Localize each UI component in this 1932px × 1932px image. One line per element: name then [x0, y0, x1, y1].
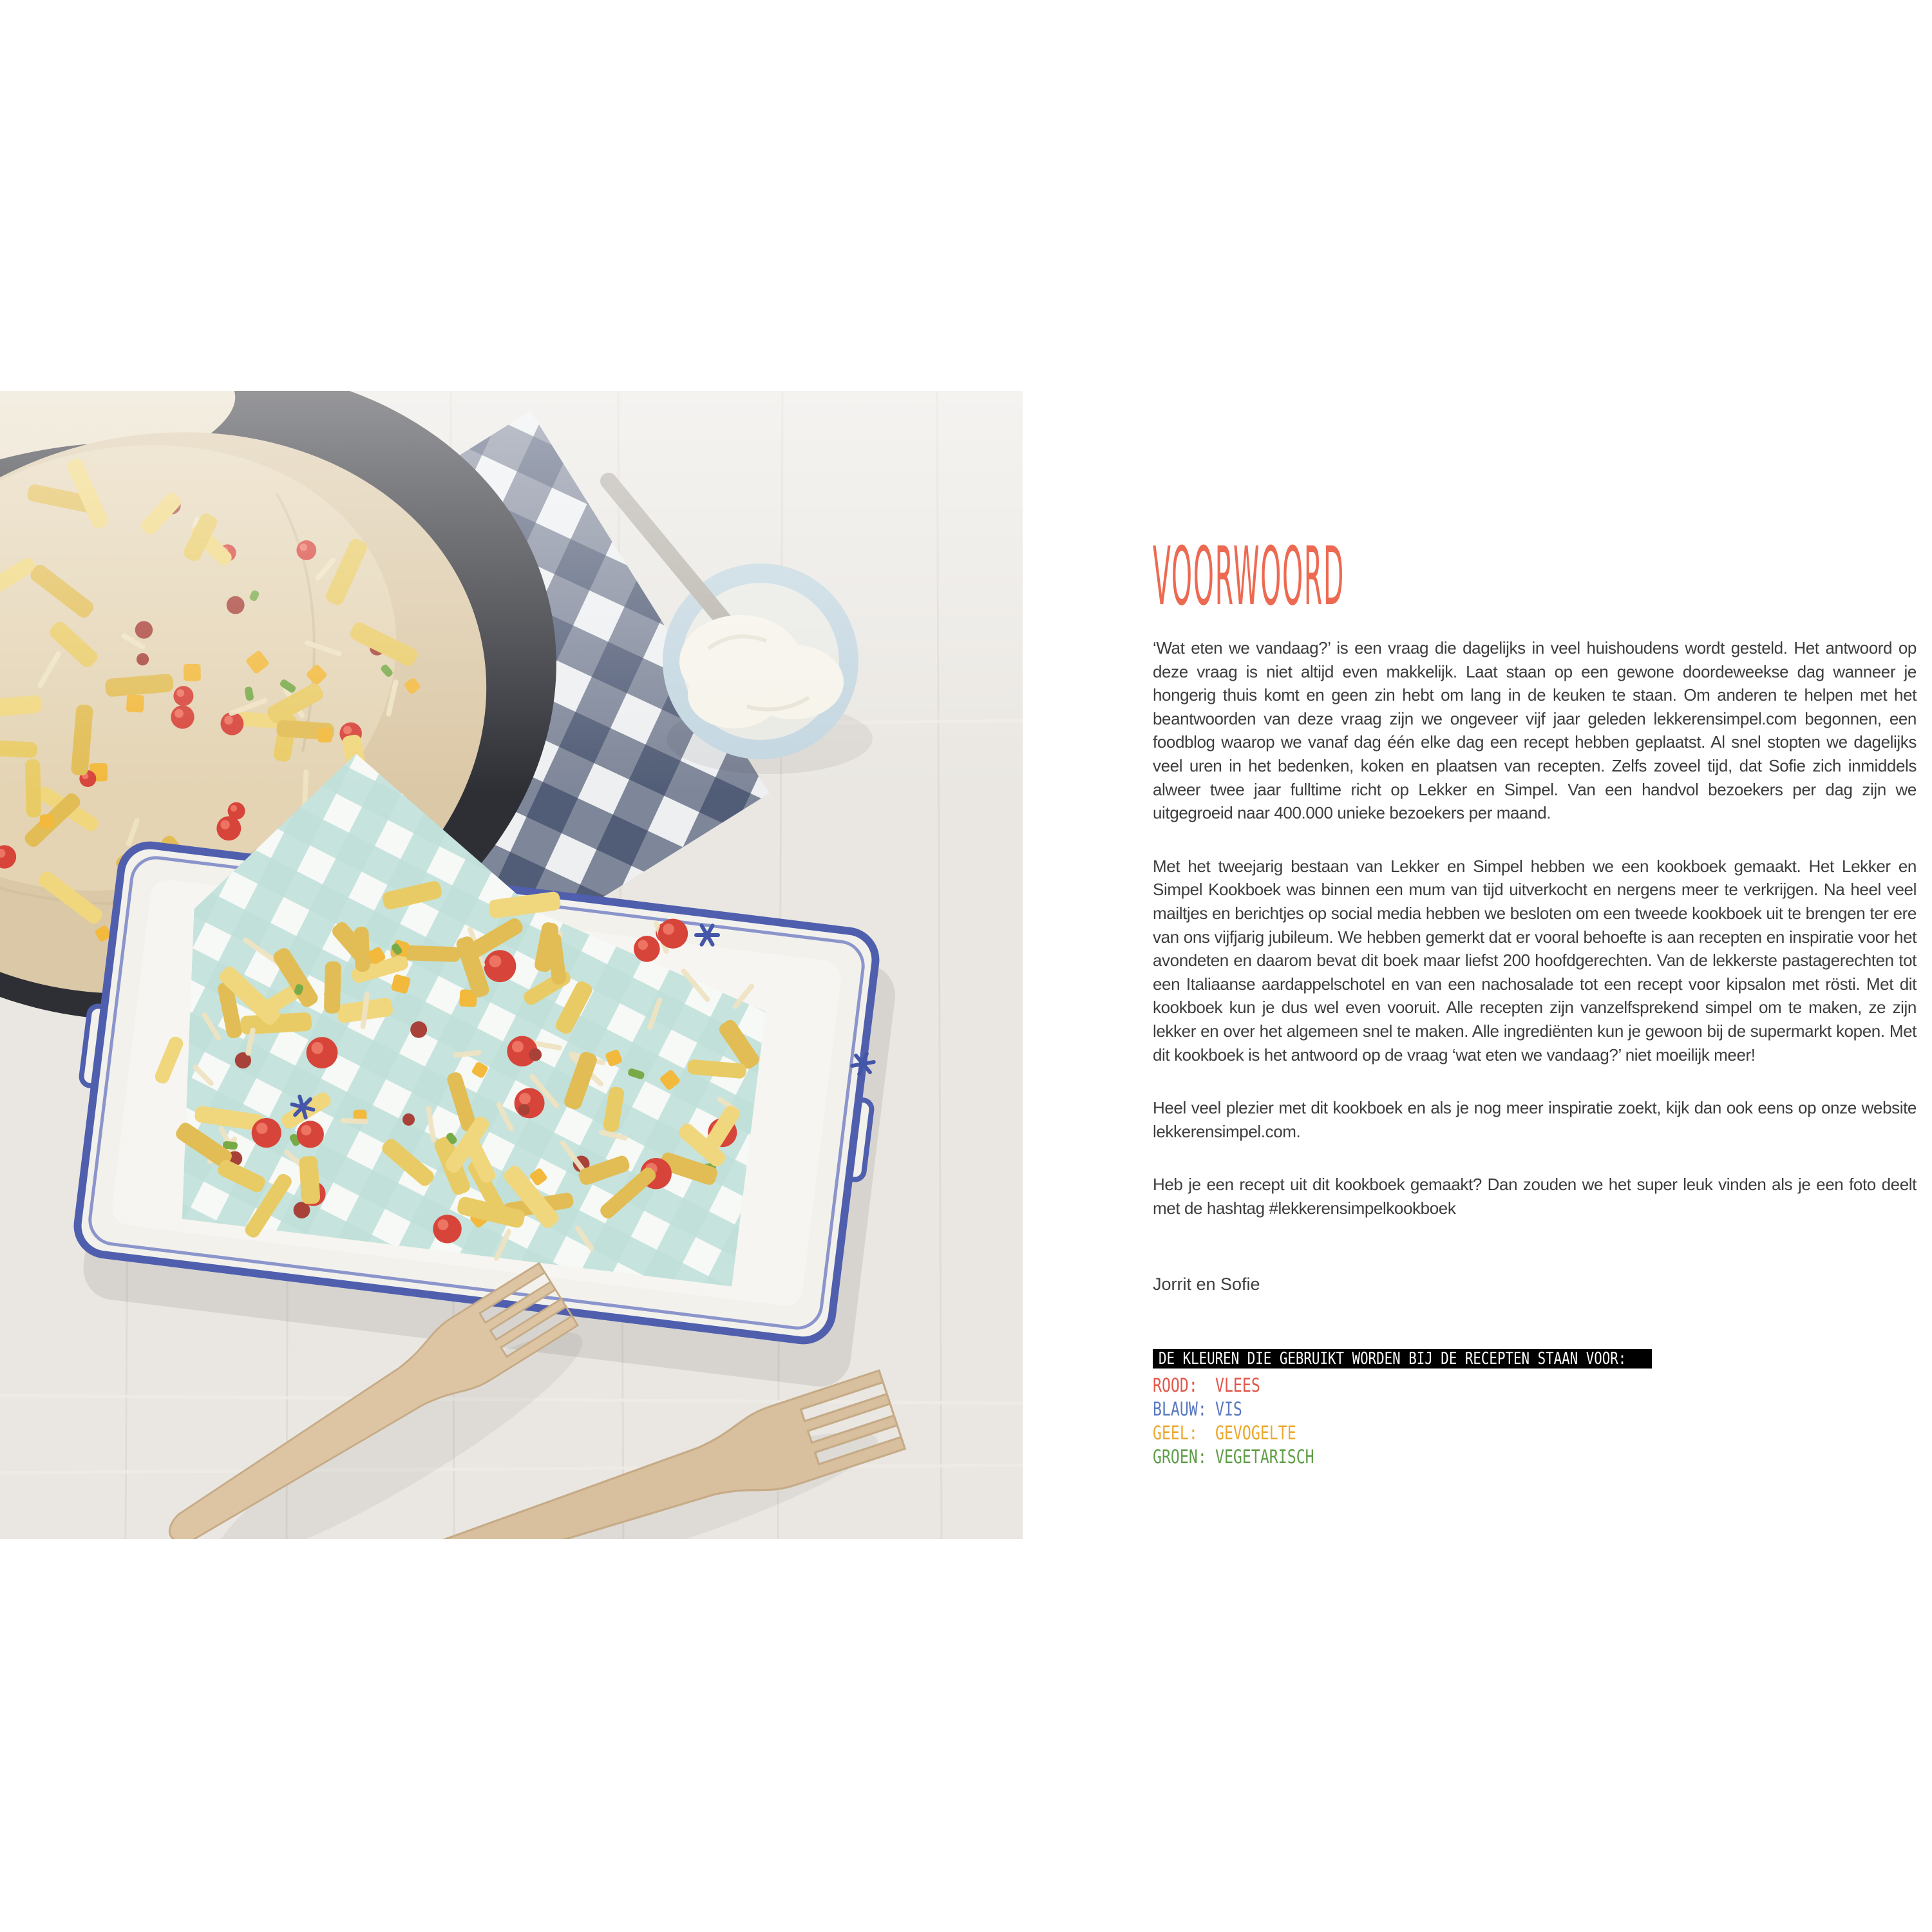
page-title	[1153, 529, 1917, 623]
legend-value: VIS	[1215, 1398, 1242, 1420]
legend-row-groen	[1153, 1445, 1917, 1469]
legend-row-blauw	[1153, 1397, 1917, 1421]
legend-header-bar	[1153, 1349, 1652, 1368]
legend-header-text: DE KLEUREN DIE GEBRUIKT WORDEN BIJ DE RECEPTEN STAAN VOOR:	[1159, 1349, 1627, 1368]
paragraph: Heb je een recept uit dit kookboek gemaakt? Dan zouden we het super leuk vinden als je een foto deelt met de hashtag #lekkerensimpelkookboek	[1153, 1175, 1917, 1218]
paragraph: Heel veel plezier met dit kookboek en als je nog meer inspiratie zoekt, kijk dan ook eens op onze website lekkerensimpel.com.	[1153, 1098, 1917, 1141]
legend-row-geel	[1153, 1421, 1917, 1445]
legend-value: VLEES	[1215, 1374, 1260, 1396]
page-title-text: VOORWOORD	[1153, 529, 1345, 623]
legend-label: BLAUW:	[1153, 1398, 1207, 1420]
color-legend	[1153, 1349, 1917, 1469]
legend-value: VEGETARISCH	[1215, 1446, 1314, 1468]
legend-label: GROEN:	[1153, 1446, 1207, 1468]
foreword-paragraphs	[1153, 636, 1917, 1220]
paragraph: ‘Wat eten we vandaag?’ is een vraag die dagelijks in veel huishoudens wordt gesteld. Het antwoord op deze vraag is niet altijd even makkelijk. Laat staan op een gewone doordeweekse dag wanneer je hongerig thuis komt en geen zin hebt om lang in de keuken te staan. Om anderen te helpen met het beantwoorden van deze vraag zijn we ongeveer vijf jaar geleden lekkerensimpel.com begonnen, een foodblog waarop we vanaf dag één elke dag een recept hebben geplaatst. Al snel stopten we dagelijks veel uren in het bedenken, koken en plaatsen van recepten. Zelfs zoveel tijd, dat Sofie zich inmiddels alweer twee jaar fulltime richt op Lekker en Simpel. Van een handvol bezoekers per dag zijn we uitgegroeid naar 400.000 unieke bezoekers per maand.	[1153, 638, 1917, 823]
cookbook-photo-loaded-fries	[0, 391, 1023, 1539]
legend-value: GEVOGELTE	[1215, 1422, 1296, 1444]
legend-label: GEEL:	[1153, 1422, 1198, 1444]
author-signature: Jorrit en Sofie	[1153, 1274, 1260, 1294]
paragraph: Met het tweejarig bestaan van Lekker en Simpel hebben we een kookboek gemaakt. Het Lekker en Simpel Kookboek was binnen een mum van tijd uitverkocht en nergens meer te verkrijgen. Na heel veel mailtjes en berichtjes op social media hebben we besloten om een tweede kookboek uit te brengen ter ere van ons vijfjarig jubileum. We hebben gemerkt dat er vooral behoefte is aan recepten en inspiratie voor het avondeten en daarom bevat dit boek maar liefst 200 hoofdgerechten. Van de lekkerste pastagerechten tot een Italiaanse aardappelschotel en van een nachosalade tot een recept voor kipsalon met rösti. Met dit kookboek kun je dus wel even vooruit. Alle recepten zijn vanzelfsprekend simpel om te maken, ze zijn lekker en over het algemeen snel te maken. Alle ingrediënten kun je gewoon bij de supermarkt kopen. Met dit kookboek is het antwoord op de vraag ‘wat eten we vandaag?’ niet moeilijk meer!	[1153, 856, 1917, 1065]
foreword-column	[1153, 529, 1917, 1468]
legend-label: ROOD:	[1153, 1374, 1198, 1396]
legend-row-rood	[1153, 1374, 1917, 1397]
